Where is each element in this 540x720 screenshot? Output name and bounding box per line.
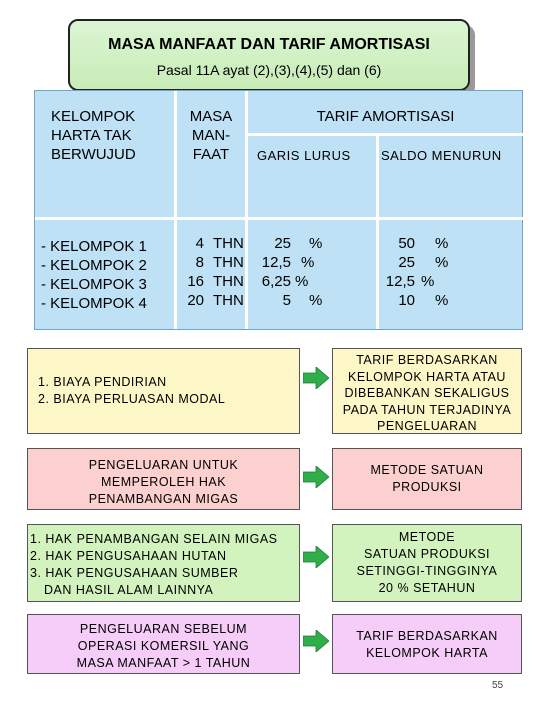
list-item: - KELOMPOK 3 (41, 276, 147, 293)
straight-line-rates (257, 234, 322, 310)
list-item: - KELOMPOK 2 (41, 257, 147, 274)
arrow-right-icon (303, 367, 329, 389)
declining-balance-rates (385, 234, 448, 310)
header-rate: TARIF AMORTISASI (316, 108, 455, 125)
list-item: 50 % (398, 235, 449, 252)
group-list (41, 237, 147, 313)
row2-left-box: PENGELUARAN UNTUK MEMPEROLEH HAK PENAMBANGAN MIGAS (27, 448, 300, 510)
list-item: 6,25 % (261, 273, 309, 290)
page-number: 55 (492, 680, 504, 691)
row3-left-box (27, 524, 300, 602)
list-item: 25 % (274, 235, 323, 252)
list-item: 10 % (398, 292, 449, 309)
row1-left-box (27, 348, 300, 434)
page-title: MASA MANFAAT DAN TARIF AMORTISASI (108, 36, 430, 53)
list-item: - KELOMPOK 1 (41, 238, 147, 255)
page-subtitle: Pasal 11A ayat (2),(3),(4),(5) dan (6) (156, 62, 382, 78)
arrow-right-icon (303, 546, 329, 568)
row4-left-box: PENGELUARAN SEBELUM OPERASI KOMERSIL YANG MASA MANFAAT > 1 TAHUN (27, 614, 300, 674)
amortization-table (34, 90, 523, 330)
arrow-right-icon (303, 630, 329, 652)
row1-right-box: TARIF BERDASARKAN KELOMPOK HARTA ATAU DIBEBANKAN SEKALIGUS PADA TAHUN TERJADINYA PENGELUARAN (332, 348, 522, 434)
list-item: 5 % (282, 292, 323, 309)
list-item: 8 THN (195, 254, 244, 271)
list-item: 12,5 % (385, 273, 435, 290)
header-period: MASA MAN- FAAT (189, 108, 233, 163)
list-item: 2. BIAYA PERLUASAN MODAL (38, 392, 226, 406)
arrow-right-icon (303, 466, 329, 488)
list-item: 25 % (398, 254, 449, 271)
list-item: 20 THN (187, 292, 244, 309)
title-box (68, 19, 470, 91)
list-item: 1. HAK PENAMBANGAN SELAIN MIGAS (30, 532, 278, 546)
list-item: 12,5 % (261, 254, 315, 271)
row3-right-box: METODE SATUAN PRODUKSI SETINGGI-TINGGINYA 20 % SETAHUN (332, 524, 522, 602)
header-straight-line: GARIS LURUS (257, 148, 351, 163)
list-item: 3. HAK PENGUSAHAAN SUMBER (30, 566, 239, 580)
list-item: 4 THN (195, 235, 244, 252)
list-item: 1. BIAYA PENDIRIAN (38, 375, 167, 389)
header-group: KELOMPOK HARTA TAK BERWUJUD (51, 108, 136, 163)
list-item: - KELOMPOK 4 (41, 295, 147, 312)
list-item: 2. HAK PENGUSAHAAN HUTAN (30, 549, 227, 563)
row2-right-box: METODE SATUAN PRODUKSI (332, 448, 522, 510)
header-declining-balance: SALDO MENURUN (381, 148, 502, 163)
list-item: DAN HASIL ALAM LAINNYA (44, 583, 214, 597)
period-list (178, 234, 244, 310)
row4-right-box: TARIF BERDASARKAN KELOMPOK HARTA (332, 614, 522, 674)
list-item: 16 THN (187, 273, 244, 290)
